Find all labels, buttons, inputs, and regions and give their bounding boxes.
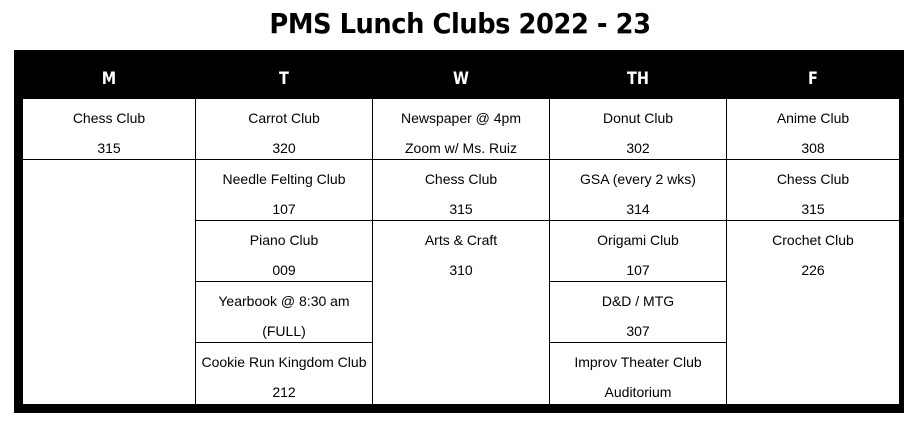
club-cell [196,160,372,221]
day-header: W [386,59,536,99]
club-name: Yearbook @ 8:30 am [218,293,350,309]
club-name: Piano Club [249,232,319,248]
club-name: D&D / MTG [601,293,675,309]
club-room: Auditorium [604,384,672,400]
day-header: M [36,59,182,99]
club-cell [196,343,372,404]
club-room: (FULL) [262,323,306,339]
club-name: Arts & Craft [424,232,498,248]
club-name: Donut Club [602,110,674,126]
club-name: Origami Club [597,232,679,248]
schedule-table [23,59,895,405]
club-name: Chess Club [72,110,146,126]
club-cell [373,160,549,221]
club-name: GSA (every 2 wks) [580,171,696,187]
club-cell [727,160,899,221]
club-room: 212 [272,384,296,400]
club-room: 009 [272,262,296,278]
club-room: 107 [272,201,296,217]
club-room: 315 [801,201,825,217]
club-name: Chess Club [424,171,498,187]
club-name: Crochet Club [772,232,854,248]
club-name: Carrot Club [248,110,320,126]
club-room: 107 [626,262,650,278]
club-cell [196,282,372,343]
club-cell [727,221,899,404]
club-room: 308 [801,140,825,156]
club-room: 302 [626,140,650,156]
club-room: Zoom w/ Ms. Ruiz [404,140,517,156]
club-cell [550,343,726,404]
club-cell [196,221,372,282]
club-cell [373,221,549,404]
day-header: F [740,59,886,99]
day-header: TH [563,59,713,99]
empty-cell [23,160,195,404]
club-cell [550,221,726,282]
club-cell [550,99,726,160]
club-room: 310 [449,262,473,278]
club-room: 320 [272,140,296,156]
club-name: Improv Theater Club [574,354,702,370]
club-cell [23,99,195,160]
club-name: Needle Felting Club [222,171,346,187]
club-room: 307 [626,323,650,339]
club-cell [727,99,899,160]
club-cell [550,282,726,343]
page-title: PMS Lunch Clubs 2022 - 23 [269,7,651,40]
day-header: T [209,59,359,99]
club-room: 315 [449,201,473,217]
club-room: 314 [626,201,650,217]
club-name: Anime Club [776,110,850,126]
club-name: Cookie Run Kingdom Club [201,354,367,370]
club-cell [550,160,726,221]
club-room: 315 [97,140,121,156]
club-name: Newspaper @ 4pm [400,110,522,126]
club-cell [196,99,372,160]
club-room: 226 [801,262,825,278]
club-cell [373,99,549,160]
club-name: Chess Club [776,171,850,187]
